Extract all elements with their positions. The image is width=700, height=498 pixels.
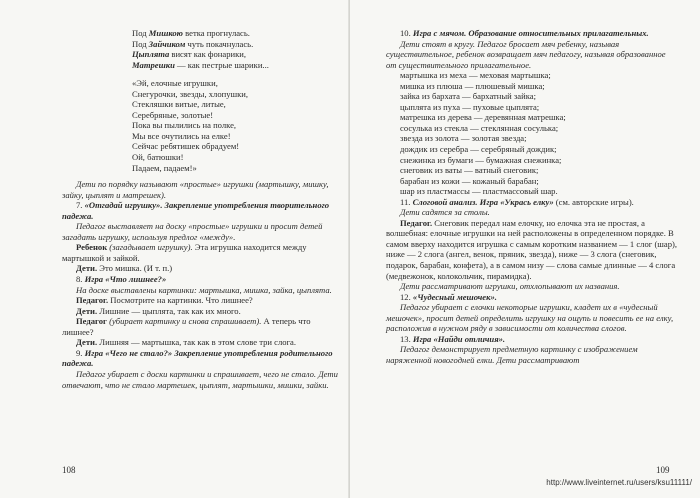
text-run: 8. bbox=[76, 274, 85, 285]
list-item bbox=[386, 123, 678, 134]
text-run: мишка из плюша — плюшевый мишка; bbox=[400, 80, 545, 91]
text-run: Игра «Что лишнее?» bbox=[84, 274, 167, 285]
text-run: Дети. bbox=[76, 337, 98, 348]
right-page bbox=[350, 0, 700, 498]
text-run: Лишние — цыплята, так как их много. bbox=[97, 305, 241, 316]
poem-line bbox=[132, 78, 340, 89]
right-page-text bbox=[386, 28, 678, 366]
text-run: зайка из бархата — бархатный зайка; bbox=[400, 91, 536, 102]
text-run: Матрешки bbox=[132, 59, 175, 70]
text-run: Педагог убирает с елочки некоторые игрушки, кладет их в «чудесный мешочек», просит детей определить игрушку на ощупь и повесить ее на елку, расположив в нужном ряду в зависимости от количества слогов. bbox=[386, 302, 674, 334]
text-run: Дети рассматривают игрушки, отхлопывают их названия. bbox=[400, 281, 620, 292]
text-run: Дети по порядку называют «простые» игрушки (мартышку, мишку, зайку, цыплят и матрешек). bbox=[62, 179, 329, 200]
paragraph bbox=[62, 200, 340, 221]
text-run: Ребенок bbox=[76, 242, 110, 253]
poem-line bbox=[132, 152, 340, 163]
text-run: 9. bbox=[76, 347, 85, 358]
paragraph bbox=[62, 316, 340, 337]
paragraph bbox=[386, 28, 678, 39]
right-page-number: 109 bbox=[656, 465, 670, 475]
poem-line bbox=[132, 39, 340, 50]
text-run: ветка прогнулась. bbox=[182, 28, 250, 38]
paragraph bbox=[62, 221, 340, 242]
list-item bbox=[386, 133, 678, 144]
text-run: «Отгадай игрушку». Закрепление употребления творительного падежа. bbox=[62, 200, 330, 221]
text-run: Под bbox=[132, 28, 149, 38]
text-run: Снеговик передал нам елочку, но елочка эта не простая, а волшебная: елочные игрушки на ней расположены в определенном порядке. В самом вверху находится игрушка с самым коротким названием — 1 слог (шар), ниже — 2 слога (ангел, венок, пряник, звезда), ниже — 3 слога (снеговик, подарок, барабан, конфета), а в самом низу — слова самые длинные — 4 слога (медвежонок, колокольчик, пирамидка). bbox=[386, 217, 678, 281]
text-run: мартышка из меха — меховая мартышка; bbox=[400, 70, 551, 81]
text-run: барабан из кожи — кожаный барабан; bbox=[400, 175, 539, 186]
text-run: Пока вы пылились на полке, bbox=[132, 120, 237, 131]
text-run: Педагог убирает с доски картинки и спрашивает, чего не стало. Дети отвечают, что не стало мартешек, цыплят, мартышки, мишки, зайки. bbox=[62, 368, 338, 390]
poem-line bbox=[132, 89, 340, 100]
text-run: цыплята из пуха — пуховые цыплята; bbox=[400, 101, 540, 112]
text-run: Педагог. bbox=[400, 217, 433, 228]
text-run: Педагог демонстрирует предметную картинку с изображением наряженной новогодней елки. Дети рассматривают bbox=[386, 344, 638, 365]
poem-line bbox=[132, 141, 340, 152]
text-run: (загадывает игрушку). bbox=[109, 242, 193, 253]
text-run: 10. bbox=[400, 28, 413, 38]
watermark-url: http://www.liveinternet.ru/users/ksu11111/ bbox=[546, 478, 692, 487]
text-run: 13. bbox=[400, 333, 413, 344]
text-run: дождик из серебра — серебряный дождик; bbox=[400, 144, 557, 155]
paragraph bbox=[386, 334, 678, 345]
text-run: (см. авторские игры). bbox=[553, 196, 634, 207]
text-run: висят как фонарики, bbox=[169, 49, 247, 60]
left-page-text bbox=[62, 28, 340, 390]
text-run: Мы все очутились на елке! bbox=[132, 130, 231, 141]
text-run: Под bbox=[132, 38, 149, 49]
text-run: Цыплята bbox=[132, 49, 170, 60]
text-run: Педагог bbox=[76, 316, 110, 327]
text-run: На доске выставлены картинки: мартышка, мишка, зайка, цыплята. bbox=[76, 284, 332, 295]
text-run: Это мишка. (И т. п.) bbox=[97, 263, 173, 274]
list-item bbox=[386, 91, 678, 102]
paragraph bbox=[386, 218, 678, 281]
list-item bbox=[386, 102, 678, 113]
paragraph bbox=[62, 274, 340, 285]
paragraph bbox=[62, 337, 340, 348]
text-run: Стекляшки витые, литые, bbox=[132, 99, 226, 110]
text-run: Педагог. bbox=[76, 295, 109, 306]
paragraph bbox=[62, 295, 340, 306]
text-run: Падаем, падаем!» bbox=[132, 162, 197, 173]
text-run: Лишняя — мартышка, так как в этом слове три слога. bbox=[97, 337, 297, 348]
poem-stanza-gap bbox=[132, 70, 340, 78]
list-item bbox=[386, 186, 678, 197]
paragraph bbox=[62, 263, 340, 274]
left-page-number: 108 bbox=[62, 465, 76, 475]
poem-line bbox=[132, 28, 340, 39]
paragraph bbox=[62, 306, 340, 317]
list-item bbox=[386, 176, 678, 187]
text-run: Дети стоят в кругу. Педагог бросает мяч ребенку, называя существительное, ребенок возвращает мяч педагогу, называя образованное от существительного прилагательное. bbox=[386, 38, 666, 70]
text-run: 11. bbox=[400, 196, 413, 207]
paragraph bbox=[386, 292, 678, 303]
text-run: Дети садятся за столы. bbox=[400, 207, 490, 218]
paragraph bbox=[386, 344, 678, 365]
list-item bbox=[386, 70, 678, 81]
poem-line bbox=[132, 60, 340, 71]
text-run: А теперь что лишнее? bbox=[62, 316, 311, 337]
paragraph bbox=[62, 179, 340, 200]
poem-line bbox=[132, 163, 340, 174]
text-run: матрешка из дерева — деревянная матрешка; bbox=[400, 112, 566, 123]
text-run: Эта игрушка находится между мартышкой и зайкой. bbox=[62, 242, 307, 263]
text-run: Снегурочки, звезды, хлопушки, bbox=[132, 88, 249, 99]
text-run: Сейчас ребятишек обрадуем! bbox=[132, 141, 240, 152]
text-run: Педагог выставляет на доску «простые» игрушки и просит детей загадать игрушку, используя предлог «между». bbox=[62, 221, 323, 242]
list-item bbox=[386, 165, 678, 176]
text-run: «Эй, елочные игрушки, bbox=[132, 78, 218, 89]
text-run: Игра «Найди отличия». bbox=[412, 333, 506, 344]
poem-line bbox=[132, 131, 340, 142]
poem-line bbox=[132, 120, 340, 131]
paragraph bbox=[62, 369, 340, 390]
text-run: — как пестрые шарики... bbox=[174, 59, 269, 70]
text-run: звезда из золота — золотая звезда; bbox=[400, 133, 527, 144]
text-run: Ой, батюшки! bbox=[132, 152, 184, 163]
text-run: Слоговой анализ. Игра «Укрась елку» bbox=[412, 196, 554, 207]
paragraph bbox=[62, 348, 340, 369]
text-run: Игра с мячом. Образование относительных прилагательных. bbox=[412, 28, 649, 38]
poem-line bbox=[132, 49, 340, 60]
text-run: Посмотрите на картинки. Что лишнее? bbox=[108, 295, 253, 306]
text-run: сосулька из стекла — стеклянная сосулька; bbox=[400, 122, 559, 133]
list-item bbox=[386, 144, 678, 155]
text-run: снеговик из ваты — ватный снеговик; bbox=[400, 165, 539, 176]
text-run: Зайчиком bbox=[148, 38, 186, 49]
text-run: Мишкою bbox=[148, 28, 183, 38]
paragraph bbox=[62, 285, 340, 296]
text-run: чуть покачнулась. bbox=[185, 38, 254, 49]
poem-line bbox=[132, 99, 340, 110]
paragraph bbox=[386, 197, 678, 208]
text-run: шар из пластмассы — пластмассовый шар. bbox=[400, 186, 558, 197]
paragraph bbox=[62, 242, 340, 263]
text-run: (убирает картинку и снова спрашивает). bbox=[109, 316, 262, 327]
list-item bbox=[386, 81, 678, 92]
text-run: 12. bbox=[400, 291, 413, 302]
paragraph bbox=[386, 207, 678, 218]
text-run: Игра «Чего не стало?» Закрепление употребления родительного падежа. bbox=[62, 347, 333, 369]
text-run: Дети. bbox=[76, 305, 98, 316]
poem-block bbox=[62, 28, 340, 173]
list-item bbox=[386, 112, 678, 123]
poem-line bbox=[132, 110, 340, 121]
paragraph bbox=[386, 281, 678, 292]
list-item bbox=[386, 155, 678, 166]
text-run: 7. bbox=[76, 200, 85, 211]
text-run: Серебряные, золотые! bbox=[132, 109, 214, 120]
text-run: снежинка из бумаги — бумажная снежинка; bbox=[400, 154, 562, 165]
text-run: «Чудесный мешочек». bbox=[412, 291, 497, 302]
paragraph bbox=[386, 39, 678, 71]
text-run: Дети. bbox=[76, 263, 98, 274]
paragraph bbox=[386, 302, 678, 334]
